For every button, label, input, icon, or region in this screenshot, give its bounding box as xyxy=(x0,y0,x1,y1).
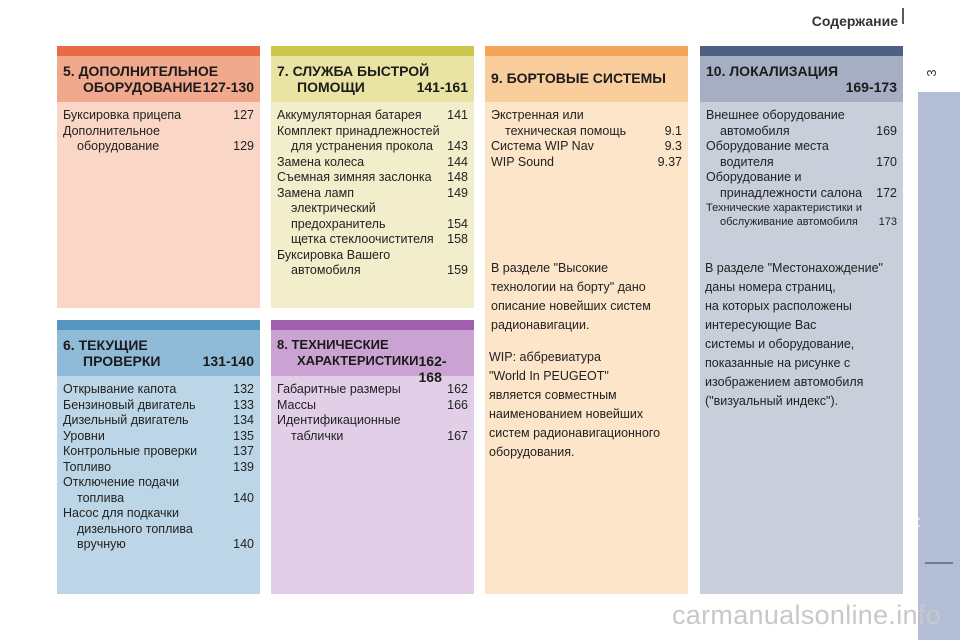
sidebar-divider xyxy=(925,562,953,564)
page-header-title: Содержание xyxy=(811,13,898,29)
section-6-stripe xyxy=(57,320,260,330)
section-5-header xyxy=(57,56,260,102)
toc-entry[interactable]: электрический предохранитель 154 xyxy=(291,201,468,231)
section-9-card xyxy=(485,46,688,594)
section-8-header xyxy=(271,330,474,385)
section-7-stripe xyxy=(271,46,474,56)
section-5-card xyxy=(57,46,260,308)
section-10-header xyxy=(700,56,903,102)
toc-entry[interactable]: Внешнее оборудование автомобиля 169 xyxy=(706,108,897,138)
section-10-range: 169-173 xyxy=(845,79,897,95)
section-8-body xyxy=(271,376,474,594)
section-7-range: 141-161 xyxy=(416,79,468,95)
toc-entry[interactable]: Аккумуляторная батарея 141 xyxy=(277,108,468,122)
section-6-header xyxy=(57,330,260,376)
watermark: carmanualsonline.info xyxy=(672,600,941,630)
section-7-title-cont: ПОМОЩИ xyxy=(297,79,365,95)
section-10-stripe xyxy=(700,46,903,56)
section-6-range: 131-140 xyxy=(202,353,254,369)
section-8-title: 8. ТЕХНИЧЕСКИЕ xyxy=(277,337,389,352)
toc-entry[interactable]: Технические характеристики и обслуживание автомобиля 173 xyxy=(706,202,897,228)
section-8-stripe xyxy=(271,320,474,330)
section-9-title: 9. БОРТОВЫЕ СИСТЕМЫ xyxy=(491,70,666,86)
toc-entry[interactable]: Массы 166 xyxy=(277,397,468,412)
section-10-title: 10. ЛОКАЛИЗАЦИЯ xyxy=(706,63,839,79)
section-6-title-cont: ПРОВЕРКИ xyxy=(83,353,161,369)
toc-entry[interactable]: Буксировка прицепа 127 xyxy=(63,108,254,122)
page-number: 3 xyxy=(924,69,939,77)
section-7-header xyxy=(271,56,474,102)
section-8-card xyxy=(271,320,474,594)
section-6-title: 6. ТЕКУЩИЕ xyxy=(63,337,148,353)
section-5-stripe xyxy=(57,46,260,56)
toc-entry[interactable]: Насос для подкачки дизельного топлива вручную 140 xyxy=(63,506,254,551)
section-9-note-hightech: В разделе "Высокие технологии на борту" дано описание новейших систем радионавигации. xyxy=(491,261,651,332)
section-10-card xyxy=(700,46,903,594)
toc-entry[interactable]: Съемная зимняя заслонка 148 xyxy=(277,170,468,184)
section-5-title-cont: ОБОРУДОВАНИЕ xyxy=(83,79,202,95)
toc-entry[interactable]: щетка стеклоочистителя 158 xyxy=(291,232,468,246)
section-7-title: 7. СЛУЖБА БЫСТРОЙ xyxy=(277,63,430,79)
section-9-stripe xyxy=(485,46,688,56)
toc-entry[interactable]: Идентификационные таблички 167 xyxy=(277,413,468,443)
sidebar-tab xyxy=(918,92,960,640)
toc-entry[interactable]: Буксировка Вашего автомобиля 159 xyxy=(277,247,468,277)
section-5-body xyxy=(57,102,260,308)
section-7-card xyxy=(271,46,474,308)
sidebar-label: СОДЕРЖАНИЕ xyxy=(905,444,920,548)
toc-entry[interactable]: WIP Sound 9.37 xyxy=(491,154,682,169)
toc-entry[interactable]: Уровни 135 xyxy=(63,428,254,443)
section-10-note: В разделе "Местонахождение" даны номера страниц, на которых расположены интересующие Вас системы и оборудование, показанные на рисунке с изображением автомобиля ("визуальный индекс"). xyxy=(705,261,883,408)
header-divider xyxy=(902,8,904,24)
toc-entry[interactable]: Оборудование и принадлежности салона 172 xyxy=(706,170,897,200)
toc-entry[interactable]: Система WIP Nav 9.3 xyxy=(491,139,682,153)
section-8-title-cont: ХАРАКТЕРИСТИКИ xyxy=(297,353,419,368)
toc-entry[interactable]: Отключение подачи топлива 140 xyxy=(63,475,254,505)
toc-entry[interactable]: Бензиновый двигатель 133 xyxy=(63,397,254,412)
toc-entry[interactable]: Дизельный двигатель 134 xyxy=(63,413,254,427)
section-5-range: 127-130 xyxy=(202,79,254,95)
section-7-body xyxy=(271,102,474,308)
section-5-title: 5. ДОПОЛНИТЕЛЬНОЕ xyxy=(63,63,219,79)
section-8-range: 162-168 xyxy=(418,353,447,385)
toc-entry[interactable]: Дополнительное оборудование 129 xyxy=(63,123,254,153)
toc-entry[interactable]: Оборудование места водителя 170 xyxy=(706,139,897,169)
toc-entry[interactable]: Контрольные проверки 137 xyxy=(63,444,254,458)
section-9-header xyxy=(485,56,688,102)
toc-entry[interactable]: Замена ламп 149 xyxy=(277,185,468,200)
section-6-body xyxy=(57,376,260,594)
toc-entry[interactable]: Топливо 139 xyxy=(63,459,254,474)
section-6-card xyxy=(57,320,260,594)
section-9-note-wip: WIP: аббревиатура "World In PEUGEOT" является совместным наименованием новейших систем радионавигационного оборудования. xyxy=(489,350,661,459)
toc-entry[interactable]: Замена колеса 144 xyxy=(277,154,468,169)
toc-entry[interactable]: Открывание капота 132 xyxy=(63,382,254,396)
toc-entry[interactable]: Габаритные размеры 162 xyxy=(277,382,468,396)
toc-entry[interactable]: Экстренная или техническая помощь 9.1 xyxy=(491,108,682,138)
toc-entry[interactable]: Комплект принадлежностей для устранения прокола 143 xyxy=(277,123,468,153)
